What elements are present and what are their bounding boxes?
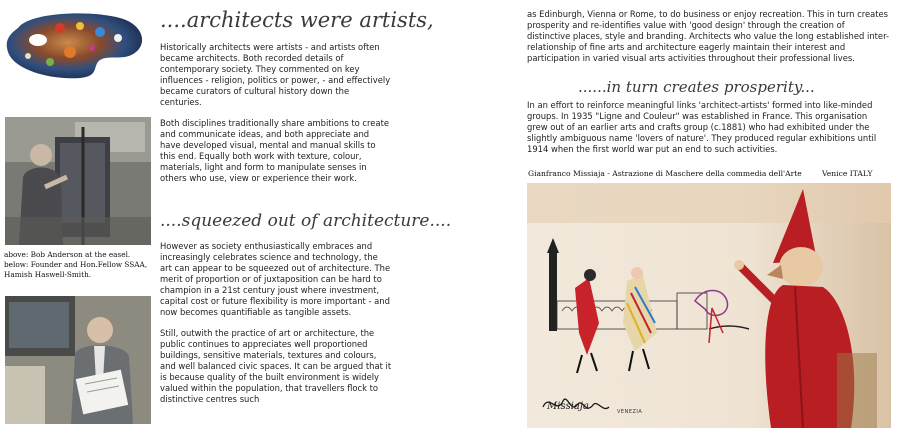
photo-caption: above: Bob Anderson at the easel. below: Founder and Hon.Fellow SSAA, Hamish Haswell-Smith.	[4, 250, 148, 279]
artwork-signature: Missiaja	[547, 401, 589, 412]
artwork-location: Venice ITALY	[822, 169, 873, 178]
heading-architects-were-artists: ....architects were artists,	[160, 8, 434, 32]
artist-at-easel-photo	[5, 117, 151, 245]
paragraph-science-technology: However as society enthusiastically embraces and increasingly celebrates science and technology, the art can appear to be squeezed out of architecture. The merit of proportion or of juxtaposition can be hard to champion in a 21st century joust where investment, capital cost or future flexibility is more important - and now becomes quantifiable as tangible assets.	[160, 241, 391, 317]
artwork-signature-place: VENEZIA	[617, 409, 643, 415]
left-text-block-2	[160, 241, 392, 415]
left-text-block-1	[160, 42, 392, 194]
commedia-artwork	[527, 183, 891, 428]
heading-squeezed-out: ....squeezed out of architecture....	[160, 211, 452, 231]
artwork-credit: Gianfranco Missiaja - Astrazione di Maschere della commedia dell'Arte	[528, 169, 802, 178]
right-text-block-2	[527, 100, 889, 155]
paragraph-disciplines: Both disciplines traditionally share ambitions to create and communicate ideas, and both appreciate and have developed visual, mental and manual skills to this end. Equally both work with texture, colour, materials, light and form to manipulate senses in others who use, view or experience their work.	[160, 118, 389, 183]
heading-prosperity: ......in turn creates prosperity...	[578, 78, 815, 96]
paragraph-history: Historically architects were artists - and artists often became architects. Both recorded details of contemporary society. They commented on key influences - religion, politics or power, - and effectively became curators of cultural history down the centuries.	[160, 42, 391, 107]
palette-image	[0, 8, 150, 80]
paragraph-ligne-couleur: In an effort to reinforce meaningful links 'architect-artists' formed into like-minded groups. In 1935 "Ligne and Couleur" was established in France. This organisation grew out of an earlier arts and crafts group (c.1881) who had exhibited under the slightly ambiguous name 'lovers of nature'. They produced regular exhibitions until 1914 when the first world war put an end to such activities.	[527, 100, 877, 154]
founder-portrait-photo	[5, 296, 151, 424]
paragraph-public-appreciation: Still, outwith the practice of art or architecture, the public continues to appreciates well proportioned buildings, sensitive materials, textures and colours, and well balanced civic spaces. It can be argued that it is because quality of the built environment is widely valued within the population, that travellers flock to distinctive centres such	[160, 328, 392, 404]
paragraph-prosperity: as Edinburgh, Vienna or Rome, to do business or enjoy recreation. This in turn creates prosperity and re-identifies value with 'good design' through the creation of distinctive places, style and branding. Architects who value the long established inter-relationship of fine arts and architecture eagerly maintain their interest and participation in varied visual arts activities throughout their professional lives.	[527, 9, 889, 63]
right-text-block-1	[527, 9, 889, 64]
